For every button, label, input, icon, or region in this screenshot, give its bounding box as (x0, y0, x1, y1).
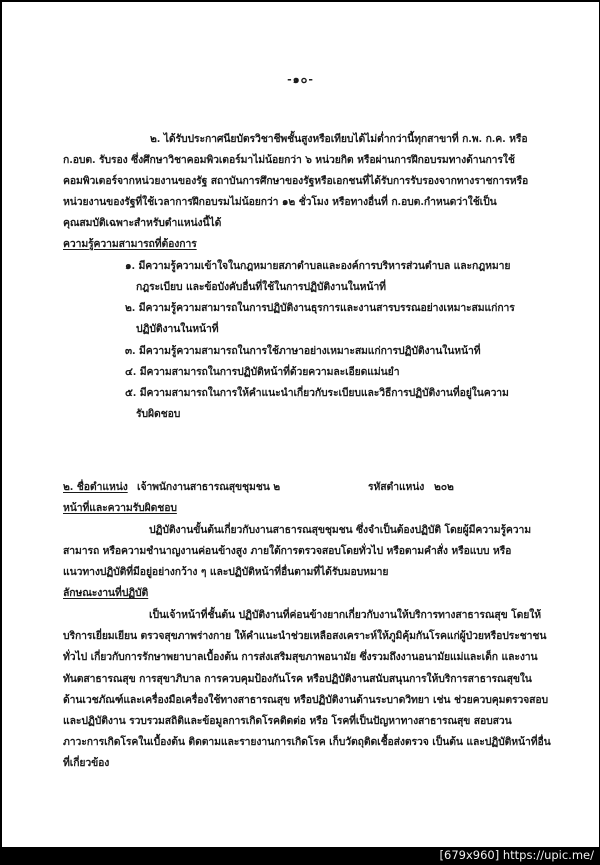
position-name: เจ้าพนักงานสาธารณสุขชุมชน ๒ (137, 481, 280, 493)
position-label: ๒. ชื่อตำแหน่ง (63, 481, 128, 493)
qualification-2-line-4: หน่วยงานของรัฐที่ใช้เวลาการฝึกอบรมไม่น้อยกว่า ๑๒ ชั่วโมง หรือทางอื่นที่ ก.อบต.กำหนดว่าใช้เป็น (63, 196, 497, 208)
duties-heading: หน้าที่และความรับผิดชอบ (63, 502, 177, 514)
qualification-2-line-1: ๒. ได้รับประกาศนียบัตรวิชาชีพชั้นสูงหรือเทียบได้ไม่ต่ำกว่านี้ทุกสาขาที่ ก.พ. ก.ค. หรือ (150, 133, 528, 145)
duties-line-2: สามารถ หรือความชำนาญงานค่อนข้างสูง ภายใต้การตรวจสอบโดยทั่วไป หรือตามคำสั่ง หรือแบบ หรือ (63, 545, 512, 557)
knowledge-item-3: ๓. มีความรู้ความสามารถในการใช้ภาษาอย่างเหมาะสมแก่การปฏิบัติงานในหน้าที่ (125, 345, 481, 357)
page-number: -๑๐- (287, 73, 314, 86)
work-nature-line-3: ทั่วไป เกี่ยวกับการรักษาพยาบาลเบื้องต้น การส่งเสริมสุขภาพอนามัย ซึ่งรวมถึงงานอนามัยแม่และเด็ก และงาน (63, 651, 538, 663)
work-nature-line-2: บริการเยี่ยมเยียน ตรวจสุขภาพร่างกาย ให้คำแนะนำช่วยเหลือสงเคราะห์ให้ภูมิคุ้มกันโรคแก่ผู้ป่วยหรือประชาชน (63, 630, 547, 642)
knowledge-item-4: ๔. มีความสามารถในการปฏิบัติหน้าที่ด้วยความละเอียดแม่นยำ (125, 366, 400, 378)
work-nature-line-7: ภาวะการเกิดโรคในเบื้องต้น ติดตามและรายงานการเกิดโรค เก็บวัตถุติดเชื้อส่งตรวจ เป็นต้น และปฏิบัติหน้าที่อื่น (63, 736, 551, 748)
qualification-2-line-5: คุณสมบัติเฉพาะสำหรับตำแหน่งนี้ได้ (63, 217, 222, 229)
work-nature-heading: ลักษณะงานที่ปฏิบัติ (63, 587, 149, 599)
knowledge-item-5-cont: รับผิดชอบ (136, 408, 181, 420)
knowledge-item-5: ๕. มีความสามารถในการให้คำแนะนำเกี่ยวกับระเบียบและวิธีการปฏิบัติงานที่อยู่ในความ (125, 387, 509, 399)
knowledge-item-1-cont: กฎระเบียบ และข้อบังคับอื่นที่ใช้ในการปฏิบัติงานในหน้าที่ (136, 281, 386, 293)
position-code-label: รหัสตำแหน่ง (368, 481, 425, 493)
work-nature-line-8: ที่เกี่ยวข้อง (63, 757, 110, 769)
qualification-2-line-2: ก.อบต. รับรอง ซึ่งศึกษาวิชาคอมพิวเตอร์มาไม่น้อยกว่า ๖ หน่วยกิต หรือผ่านการฝึกอบรมทางด้านการใช้ (63, 154, 515, 166)
duties-line-3: แนวทางปฏิบัติที่มีอยู่อย่างกว้าง ๆ และปฏิบัติหน้าที่อื่นตามที่ได้รับมอบหมาย (63, 566, 389, 578)
knowledge-item-1: ๑. มีความรู้ความเข้าใจในกฎหมายสภาตำบลและองค์การบริหารส่วนตำบล และกฎหมาย (125, 260, 511, 272)
footer-bar (0, 847, 600, 865)
work-nature-line-6: และปฏิบัติงาน รวบรวมสถิติและข้อมูลการเกิดโรคติดต่อ หรือ โรคที่เป็นปัญหาทางสาธารณสุข สอบสวน (63, 715, 512, 727)
document-page (2, 2, 599, 847)
duties-line-1: ปฏิบัติงานขั้นต้นเกี่ยวกับงานสาธารณสุขชุมชน ซึ่งจำเป็นต้องปฏิบัติ โดยผู้มีความรู้ความ (149, 524, 532, 536)
image-host-watermark: [679x960] https://upic.me/ (439, 848, 594, 862)
work-nature-line-5: ด้านเวชภัณฑ์และเครื่องมือเครื่องใช้ทางสาธารณสุข หรือปฏิบัติงานด้านระบาดวิทยา เช่น ช่วยควบคุมตรวจสอบ (63, 694, 549, 706)
knowledge-heading: ความรู้ความสามารถที่ต้องการ (63, 238, 197, 250)
work-nature-line-1: เป็นเจ้าหน้าที่ชั้นต้น ปฏิบัติงานที่ค่อนข้างยากเกี่ยวกับงานให้บริการทางสาธารณสุข โดยให้ (149, 609, 541, 621)
knowledge-item-2-cont: ปฏิบัติงานในหน้าที่ (136, 323, 219, 335)
qualification-2-line-3: คอมพิวเตอร์จากหน่วยงานของรัฐ สถาบันการศึกษาของรัฐหรือเอกชนที่ได้รับการรับรองจากทางราชการหรือ (63, 175, 529, 187)
position-code: ๒๐๒ (434, 481, 454, 493)
knowledge-item-2: ๒. มีความรู้ความสามารถในการปฏิบัติงานธุรการและงานสารบรรณอย่างเหมาะสมแก่การ (125, 302, 515, 314)
work-nature-line-4: ทันตสาธารณสุข การสุขาภิบาล การควบคุมป้องกันโรค หรือปฏิบัติงานสนับสนุนการให้บริการสาธารณสุขใน (63, 673, 532, 685)
